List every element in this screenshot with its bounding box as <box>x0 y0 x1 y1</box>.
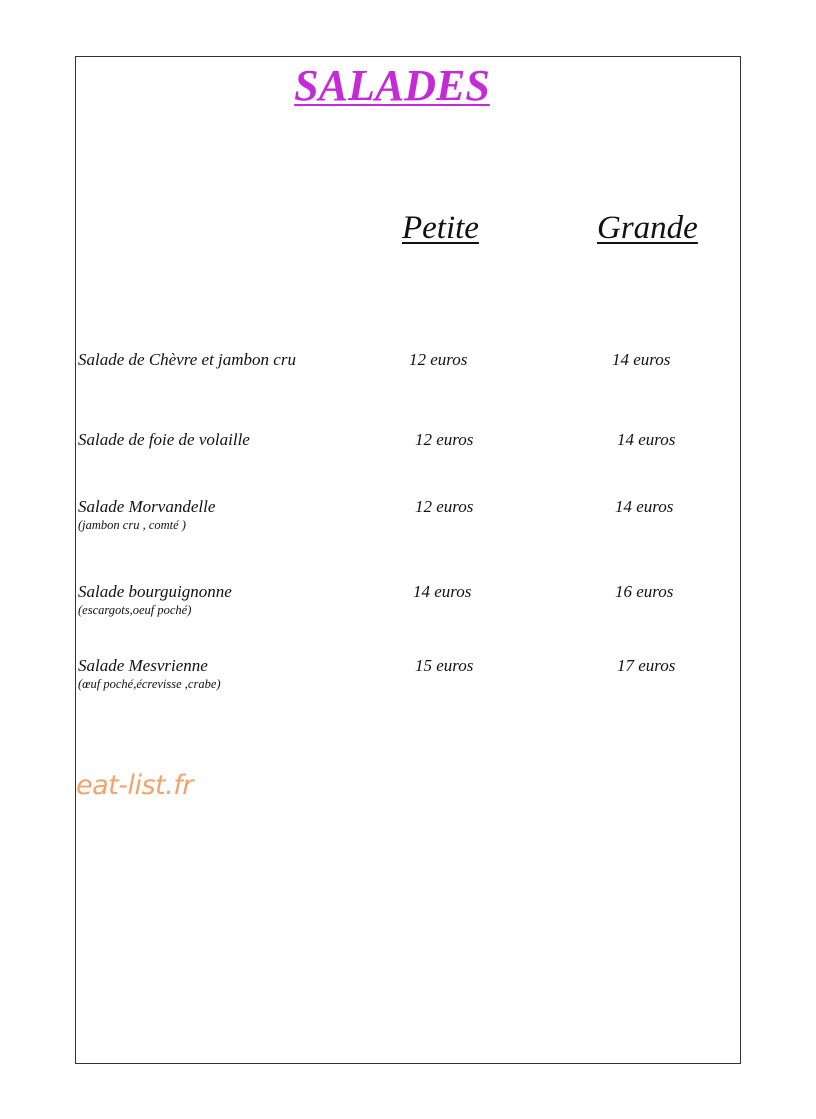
menu-item-price-petite: 12 euros <box>415 430 474 449</box>
menu-item-price-petite: 15 euros <box>415 656 474 675</box>
menu-item-name: Salade Morvandelle <box>78 497 216 516</box>
menu-item-name: Salade Mesvrienne <box>78 656 208 675</box>
menu-item <box>78 497 718 533</box>
menu-item-name: Salade de Chèvre et jambon cru <box>78 350 296 369</box>
menu-item-price-grande: 16 euros <box>615 582 674 601</box>
menu-item <box>78 582 718 618</box>
menu-item-price-petite: 12 euros <box>409 350 468 369</box>
page-title <box>0 60 816 111</box>
menu-item-description: (œuf poché,écrevisse ,crabe) <box>78 677 221 691</box>
menu-item-description: (jambon cru , comté ) <box>78 518 186 532</box>
menu-title: SALADES <box>294 61 490 110</box>
menu-item-name: Salade bourguignonne <box>78 582 232 601</box>
menu-item-price-petite: 14 euros <box>413 582 472 601</box>
page-frame <box>75 56 741 1064</box>
menu-item-description: (escargots,oeuf poché) <box>78 603 192 617</box>
menu-item <box>78 430 718 450</box>
column-header-grande: Grande <box>597 210 698 246</box>
menu-item-price-grande: 14 euros <box>615 497 674 516</box>
menu-item-price-petite: 12 euros <box>415 497 474 516</box>
menu-item-price-grande: 14 euros <box>617 430 676 449</box>
column-header-petite: Petite <box>402 210 479 246</box>
menu-item-price-grande: 14 euros <box>612 350 671 369</box>
watermark-logo: eat-list.fr <box>76 770 193 801</box>
menu-item <box>78 350 718 370</box>
menu-item-name: Salade de foie de volaille <box>78 430 250 449</box>
menu-item <box>78 656 718 692</box>
menu-item-price-grande: 17 euros <box>617 656 676 675</box>
